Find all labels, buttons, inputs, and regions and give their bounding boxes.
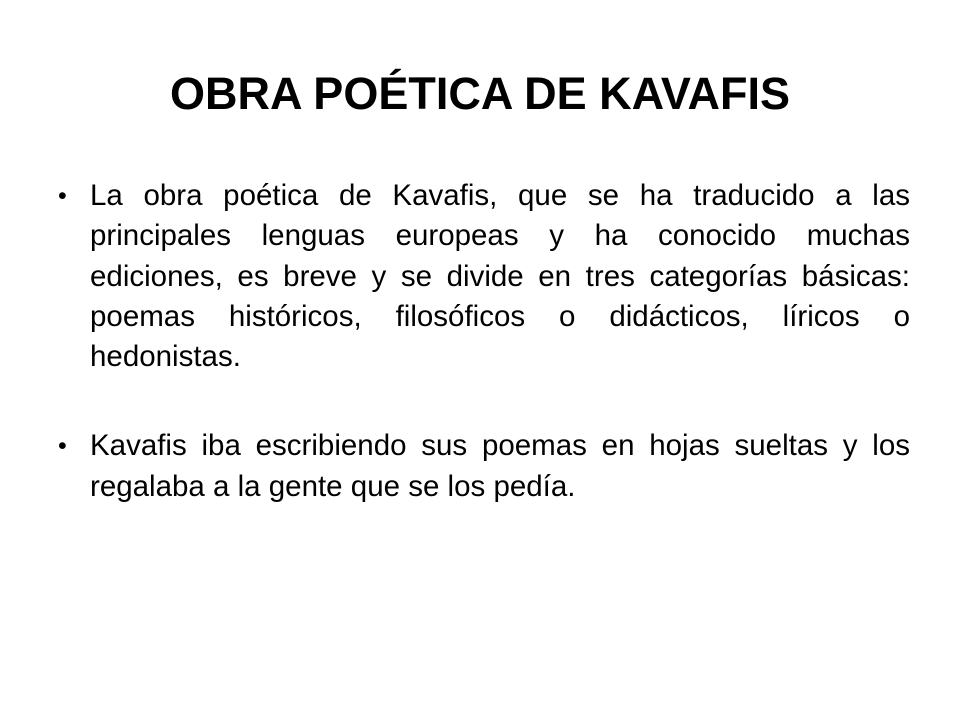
bullet-list <box>58 176 910 507</box>
bullet-text: Kavafis iba escribiendo sus poemas en hojas sueltas y los regalaba a la gente que se los pedía. <box>90 429 910 503</box>
bullet-text: La obra poética de Kavafis, que se ha traducido a las principales lenguas europeas y ha conocido muchas ediciones, es breve y se divide en tres categorías básicas: poemas históricos, filosóficos o didácticos, líricos o hedonistas. <box>90 179 910 374</box>
bullet-dot-icon: • <box>58 182 67 210</box>
bullet-dot-icon: • <box>58 432 67 461</box>
bullet-item <box>58 426 910 507</box>
bullet-item <box>58 176 910 377</box>
slide-title: OBRA POÉTICA DE KAVAFIS <box>169 68 791 119</box>
